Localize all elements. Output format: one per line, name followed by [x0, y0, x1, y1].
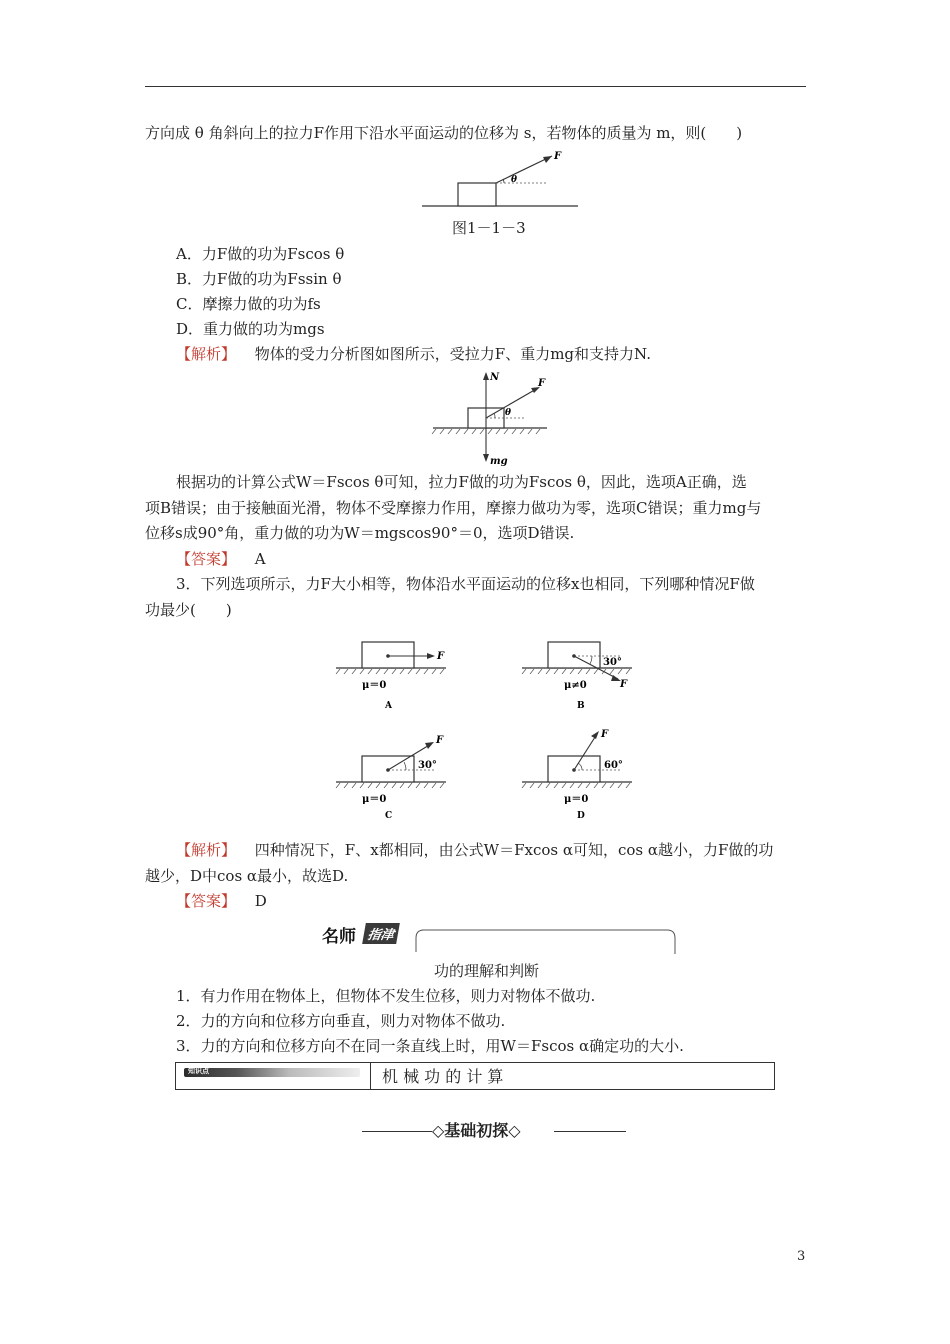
- figure-d: [520, 726, 640, 822]
- q2-analysis-row: [176, 343, 651, 365]
- mu-b: μ≠0: [564, 680, 587, 691]
- block: [458, 183, 496, 206]
- answer-tag: 【答案】: [176, 550, 237, 568]
- option-a: A．力F做的功为Fscos θ: [176, 245, 345, 263]
- banner-label-b: 指津: [362, 923, 400, 944]
- label-F: F: [554, 151, 562, 162]
- q2-answer-row: [176, 548, 266, 570]
- analysis-para-1: 根据功的计算公式W＝Fscos θ可知，拉力F做的功为Fscos θ，因此，选项A正确，选: [176, 473, 747, 491]
- q2-stem: 方向成 θ 角斜向上的拉力F作用下沿水平面运动的位移为 s，若物体的质量为 m，则( ): [145, 124, 743, 142]
- force-arrow: [496, 156, 552, 183]
- teacher-point-1: 1．有力作用在物体上，但物体不发生位移，则力对物体不做功.: [176, 987, 596, 1005]
- letter-c: C: [385, 811, 393, 821]
- q3-answer-value: D: [254, 892, 267, 910]
- teacher-point-3: 3．力的方向和位移方向不在同一条直线上时，用W＝Fscos α确定功的大小.: [176, 1037, 684, 1055]
- angle-b: 30°: [603, 657, 622, 668]
- section-heading: ◇基础初探◇: [432, 1121, 521, 1140]
- banner-label-a: 名师: [322, 927, 356, 947]
- force-diagram: [430, 368, 550, 468]
- mu-a: μ＝0: [362, 680, 387, 691]
- label-F2: F: [538, 378, 546, 389]
- figure-b: [520, 636, 640, 716]
- label-theta2: θ: [505, 408, 512, 418]
- mu-c: μ＝0: [362, 794, 387, 805]
- answer-value: A: [254, 550, 266, 568]
- mu-d: μ＝0: [564, 794, 589, 805]
- angle-d: 60°: [604, 760, 623, 771]
- analysis-tag: 【解析】: [176, 345, 237, 363]
- analysis-para-3: 位移s成90°角，重力做的功为W＝mgscos90°＝0，选项D错误.: [145, 524, 575, 542]
- label-mg: mg: [490, 456, 508, 467]
- q3-answer-tag: 【答案】: [176, 892, 237, 910]
- letter-a: A: [385, 701, 392, 711]
- label-F-a: F: [437, 651, 445, 662]
- q3-answer-row: [176, 890, 267, 912]
- analysis-text: 物体的受力分析图如图所示，受拉力F、重力mg和支持力N.: [254, 345, 651, 363]
- letter-b: B: [577, 701, 585, 711]
- figure-1-1-3: [420, 146, 580, 210]
- heading-rule-left: [362, 1131, 432, 1132]
- q3-stem-2: 功最少( ): [145, 601, 232, 619]
- letter-d: D: [577, 811, 585, 821]
- knowledge-badge-text: 知识点: [188, 1066, 209, 1075]
- teacher-point-2: 2．力的方向和位移方向垂直，则力对物体不做功.: [176, 1012, 506, 1030]
- analysis-para-2: 项B错误；由于接触面光滑，物体不受摩擦力作用，摩擦力做功为零，选项C错误；重力mg与: [145, 499, 762, 517]
- q3-analysis-row: [176, 839, 773, 861]
- option-b: B．力F做的功为Fssin θ: [176, 270, 342, 288]
- knowledge-title: 机 械 功 的 计 算: [382, 1067, 504, 1086]
- knowledge-badge: [184, 1068, 360, 1077]
- label-F-d: F: [601, 729, 609, 740]
- teacher-title: 功的理解和判断: [434, 962, 540, 980]
- figure-a: [334, 636, 450, 716]
- q3-stem-1: 3．下列选项所示，力F大小相等，物体沿水平面运动的位移x也相同，下列哪种情况F做: [176, 575, 755, 593]
- label-theta: θ: [511, 175, 518, 185]
- heading-rule-right: [554, 1131, 626, 1132]
- knowledge-point-bar: [175, 1062, 775, 1090]
- knowledge-badge-cell: [176, 1063, 371, 1089]
- label-F-b: F: [620, 679, 628, 690]
- q3-analysis-text: 四种情况下，F、x都相同，由公式W＝Fxcos α可知，cos α越小，力F做的功: [254, 841, 774, 859]
- option-d: D．重力做的功为mgs: [176, 320, 325, 338]
- header-rule: [145, 86, 806, 87]
- q3-analysis-2: 越少，D中cos α最小，故选D.: [145, 867, 349, 885]
- page-number: 3: [797, 1249, 806, 1264]
- teacher-banner: [312, 922, 676, 954]
- option-c: C．摩擦力做的功为fs: [176, 295, 321, 313]
- label-N: N: [490, 372, 500, 383]
- label-F-c: F: [436, 735, 444, 746]
- angle-c: 30°: [418, 760, 437, 771]
- figure-caption: 图1－1－3: [452, 219, 526, 237]
- q3-analysis-tag: 【解析】: [176, 841, 237, 859]
- figure-c: [334, 730, 450, 822]
